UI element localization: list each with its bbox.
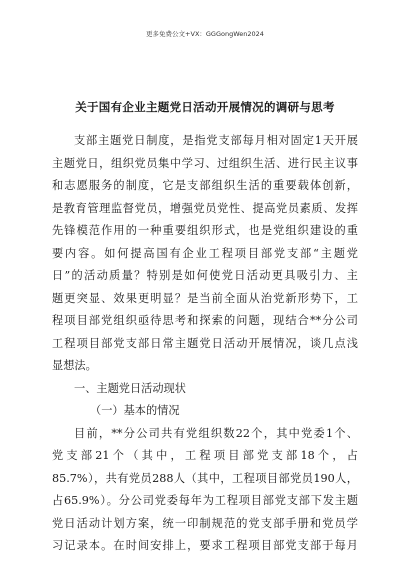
body-line: 85.7%），共有党员288人（其中，工程项目部党员190人，	[52, 471, 358, 485]
body-line: 工程项目部党支部日常主题党日活动开展情况，谈几点浅	[52, 336, 358, 350]
body-line: 习记录本。在时间安排上，要求工程项目部党支部于每月	[52, 539, 358, 552]
body-line: 和志愿服务的制度，它是支部组织生活的重要载体创新，	[52, 179, 358, 192]
body-line: 是教育管理监督党员，增强党员党性、提高党员素质、发挥	[52, 201, 358, 215]
header-note: 更多免费公文+VX：GGGongWen2024	[146, 30, 264, 38]
body-line: 先锋模范作用的一种重要组织形式，也是党组织建设的重	[52, 224, 358, 237]
body-line: 党支部21个（其中，工程项目部党支部18个，占	[52, 449, 358, 462]
body-line: 目前，**分公司共有党组织数22个，其中党委1个、	[74, 426, 358, 440]
body-line: 要内容。如何提高国有企业工程项目部党支部“主题党	[52, 246, 358, 260]
body-line: 占65.9%）。分公司党委每年为工程项目部党支部下发主题	[52, 494, 358, 507]
body-line: 主题党日，组织党员集中学习、过组织生活、进行民主议事	[52, 156, 358, 170]
document-title: 关于国有企业主题党日活动开展情况的调研与思考	[75, 100, 335, 114]
subsection-heading: （一）基本的情况	[90, 404, 180, 417]
body-line: 日”的活动质量？特别是如何使党日活动更具吸引力、主	[52, 269, 358, 282]
body-line: 党日活动计划方案，统一印制规范的党支部手册和党员学	[52, 516, 358, 530]
body-line: 题更突显、效果更明显？是当前全面从治党新形势下，工	[52, 291, 358, 305]
document-body	[52, 130, 358, 558]
section-heading: 一、主题党日活动现状	[74, 381, 186, 395]
body-line: 程项目部党组织亟待思考和探索的问题，现结合**分公司	[52, 314, 358, 327]
body-line: 显想法。	[52, 359, 97, 372]
body-line: 支部主题党日制度，是指党支部每月相对固定1天开展	[74, 134, 358, 147]
